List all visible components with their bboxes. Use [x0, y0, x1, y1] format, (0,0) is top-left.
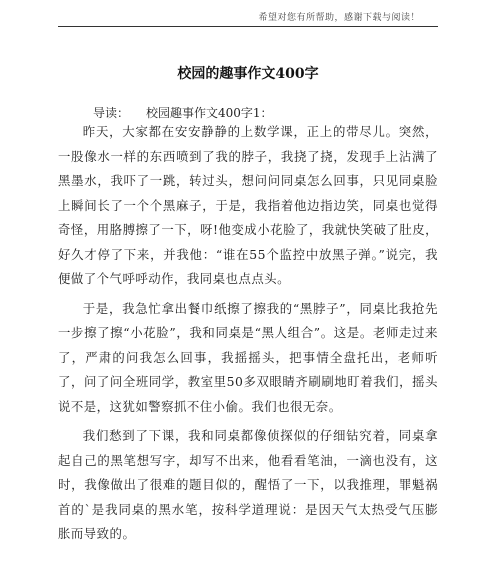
lead-text: 校园趣事作文400字1： — [146, 106, 273, 120]
article-body — [58, 120, 438, 552]
paragraph: 昨天，大家都在安安静静的上数学课，正上的带尽儿。突然，一股像水一样的东西喷到了我的脖子，我挠了挠，发现手上沾满了黑墨水，我吓了一跳，转过头，想问问同桌怎么回事，只见同桌脸上瞬间长了一个个黑麻子，于是，我指着他边指边笑，同桌也觉得奇怪，用胳膊擦了一下，呀!他变成小花脸了，我就快笑破了肚皮，好久才停了下来，并我他：“谁在55个监控中放黑子弹。”说完，我便做了个气呼呼动作，我同桌也点点头。 — [58, 124, 438, 286]
document-title: 校园的趣事作文400字 — [177, 66, 319, 82]
lead-line — [93, 104, 273, 121]
paragraph: 我们愁到了下课，我和同桌都像侦探似的仔细钻究着，同桌拿起自己的黑笔想写字，却写不出来，他看看笔油，一滴也没有，这时，我像做出了很难的题目似的，醒悟了一下，以我推理，罪魁祸首的`是我同桌的黑水笔，按科学道理说：是因天气太热受气压膨胀而导致的。 — [58, 428, 438, 541]
lead-label: 导读： — [93, 106, 130, 120]
paragraph: 于是，我急忙拿出餐巾纸擦了擦我的“黑脖子”，同桌比我抢先一步擦了擦“小花脸”，我和同桌是“黑人组合”。这是。老师走过来了，严肃的问我怎么回事，我摇摇头，把事情全盘托出，老师听了，问了问全班同学，教室里50多双眼睛齐刷刷地盯着我们，摇头说不是，这犹如警察抓不住小偷。我们也很无奈。 — [58, 300, 438, 414]
header-divider — [58, 26, 438, 27]
header-note: 希望对您有所帮助，感谢下载与阅读！ — [258, 13, 420, 23]
